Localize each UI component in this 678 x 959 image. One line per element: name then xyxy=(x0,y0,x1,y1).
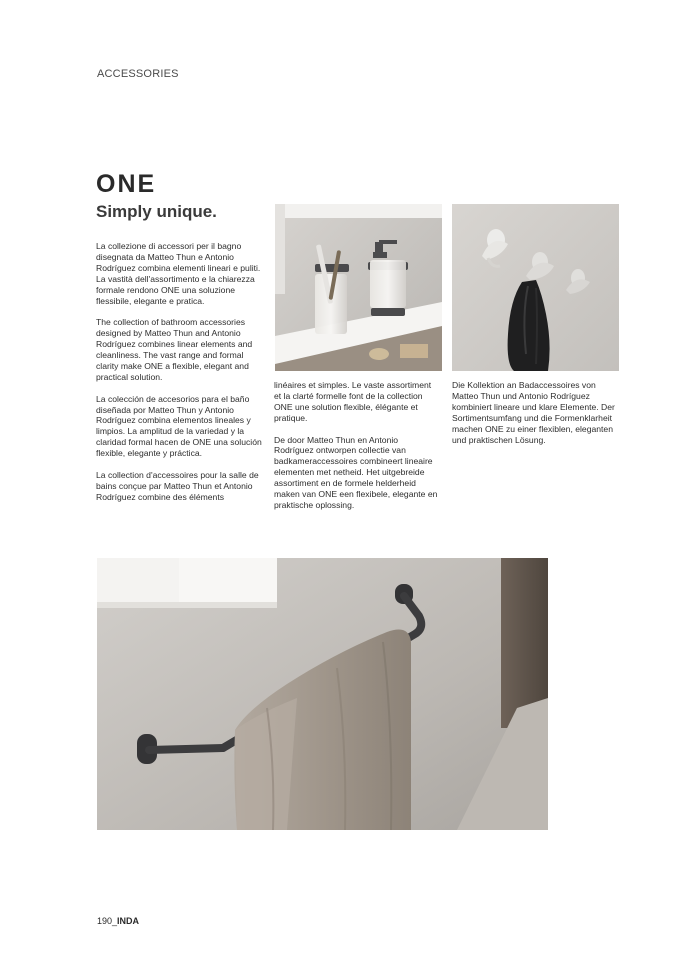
footer-separator: _ xyxy=(112,916,118,926)
paragraph-dutch: De door Matteo Thun en Antonio Rodríguez ontworpen collectie van badkameraccessoires combineert lineaire elementen met netheid. Het uitgebreide assortiment en de formele helderheid maken van ONE een flexibele, elegante en praktische oplossing. xyxy=(274,434,438,510)
photo-towel-rail xyxy=(97,558,548,830)
paragraph-spanish: La colección de accesorios para el baño diseñada por Matteo Thun y Antonio Rodríguez combina elementos lineales y limpios. La amplitud de la variedad y la claridad formal hacen de ONE una solución flexible, elegante y práctica. xyxy=(96,393,262,459)
text-column-2 xyxy=(274,380,440,522)
photo-robe-hooks xyxy=(452,204,619,371)
page-footer xyxy=(97,916,139,926)
paragraph-french-end: linéaires et simples. Le vaste assortiment et la clarté formelle font de la collection ONE une solution flexible, élégante et pratique. xyxy=(274,380,432,423)
text-column-3 xyxy=(452,380,620,456)
collection-subtitle: Simply unique. xyxy=(96,202,217,221)
brand-name: INDA xyxy=(117,916,140,926)
paragraph-french-start: La collection d'accessoires pour la salle de bains conçue par Matteo Thun et Antonio Rodríguez combine des éléments xyxy=(96,469,259,502)
collection-title: ONE xyxy=(96,170,157,198)
photo-tumbler-dispenser xyxy=(275,204,442,371)
paragraph-german: Die Kollektion an Badaccessoires von Matteo Thun und Antonio Rodríguez kombiniert lineare und klare Elemente. Der Sortimentsumfang und die Formenklarheit machen ONE zu einer flexiblen, eleganten und praktischen Lösung. xyxy=(452,380,615,445)
page-number: 190 xyxy=(97,916,113,926)
paragraph-italian: La collezione di accessori per il bagno disegnata da Matteo Thun e Antonio Rodríguez combina elementi lineari e puliti. La vastità dell'assortimento e la chiarezza formale rendono ONE una soluzione flessibile, elegante e pratica. xyxy=(96,241,261,306)
section-label: ACCESSORIES xyxy=(97,68,179,80)
paragraph-english: The collection of bathroom accessories designed by Matteo Thun and Antonio Rodríguez combines linear elements and cleanliness. The vast range and formal clarity make ONE a flexible, elegant and practical solution. xyxy=(96,317,253,382)
text-column-1 xyxy=(96,241,262,514)
